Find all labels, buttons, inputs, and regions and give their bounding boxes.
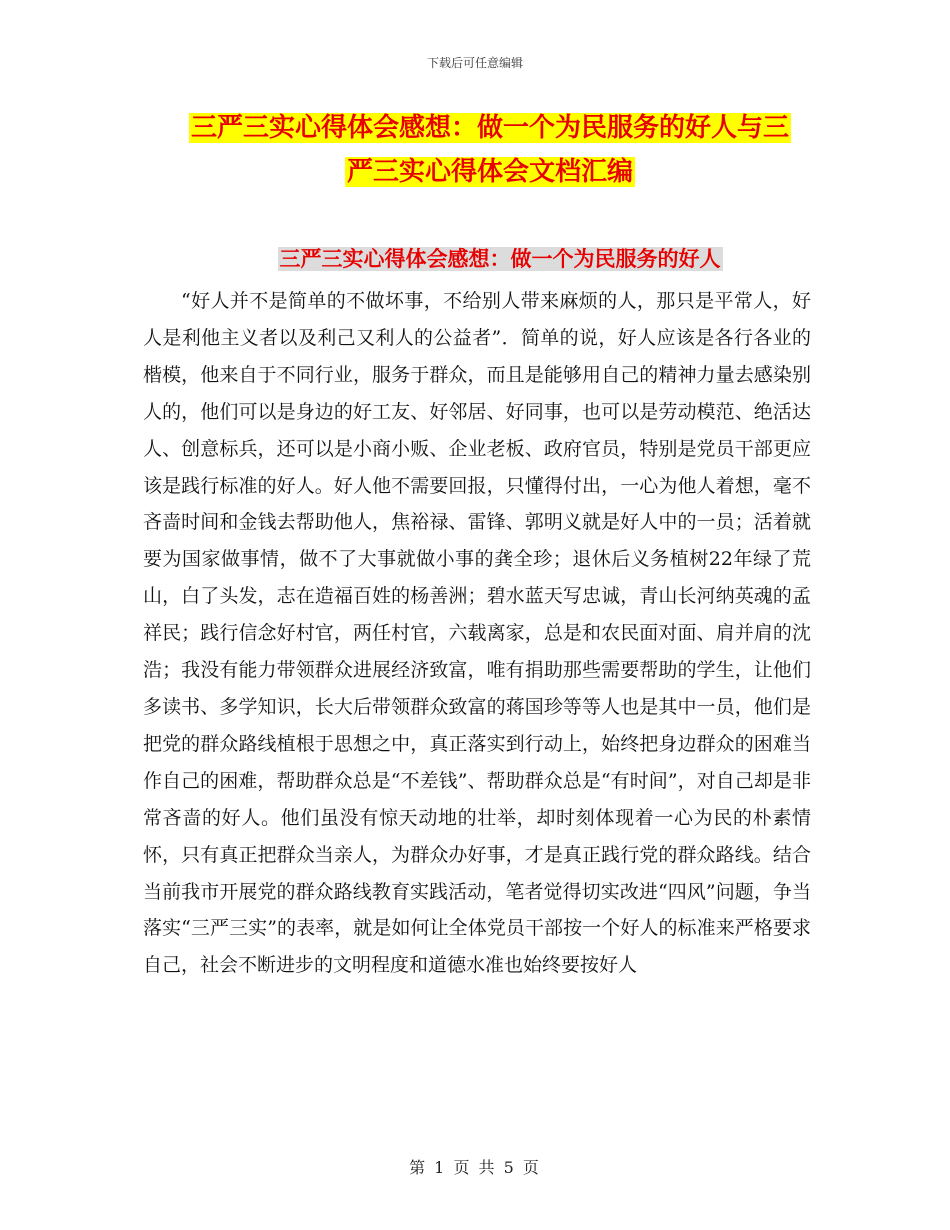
section-heading: [150, 244, 850, 274]
document-title: [180, 106, 800, 194]
header-note: 下载后可任意编辑: [426, 56, 523, 70]
page-footer: 第 1 页 共 5 页: [409, 1158, 541, 1177]
title-line-1: 三严三实心得体会感想：做一个为民服务的好人与三: [190, 113, 789, 143]
section-heading-text: 三严三实心得体会感想：做一个为民服务的好人: [279, 247, 721, 271]
title-line-2: 严三实心得体会文档汇编: [346, 157, 633, 187]
body-paragraph: “好人并不是简单的不做坏事，不给别人带来麻烦的人，那只是平常人，好人是利他主义者以及利己又利人的公益者”．简单的说，好人应该是各行各业的楷模，他来自于不同行业，服务于群众，而且是能够用自己的精神力量去感染别人的，他们可以是身边的好工友、好邻居、好同事，也可以是劳动模范、绝活达人、创意标兵，还可以是小商小贩、企业老板、政府官员，特别是党员干部更应该是践行标准的好人。好人他不需要回报，只懂得付出，一心为他人着想，毫不吝啬时间和金钱去帮助他人，焦裕禄、雷锋、郭明义就是好人中的一员；活着就要为国家做事情，做不了大事就做小事的龚全珍；退休后义务植树22年绿了荒山，白了头发，志在造福百姓的杨善洲；碧水蓝天写忠诚，青山长河纳英魂的孟祥民；践行信念好村官，两任村官，六载离家，总是和农民面对面、肩并肩的沈浩；我没有能力带领群众进展经济致富，唯有捐助那些需要帮助的学生，让他们多读书、多学知识，长大后带领群众致富的蒋国珍等等人也是其中一员，他们是把党的群众路线植根于思想之中，真正落实到行动上，始终把身边群众的困难当作自己的困难，帮助群众总是“不差钱”、帮助群众总是“有时间”，对自己却是非常吝啬的好人。他们虽没有惊天动地的壮举，却时刻体现着一心为民的朴素情怀，只有真正把群众当亲人，为群众办好事，才是真正践行党的群众路线。结合当前我市开展党的群众路线教育实践活动，笔者觉得切实改进“四风”问题，争当落实“三严三实”的表率，就是如何让全体党员干部按一个好人的标准来严格要求自己，社会不断进步的文明程度和道德水准也始终要按好人: [143, 290, 811, 977]
